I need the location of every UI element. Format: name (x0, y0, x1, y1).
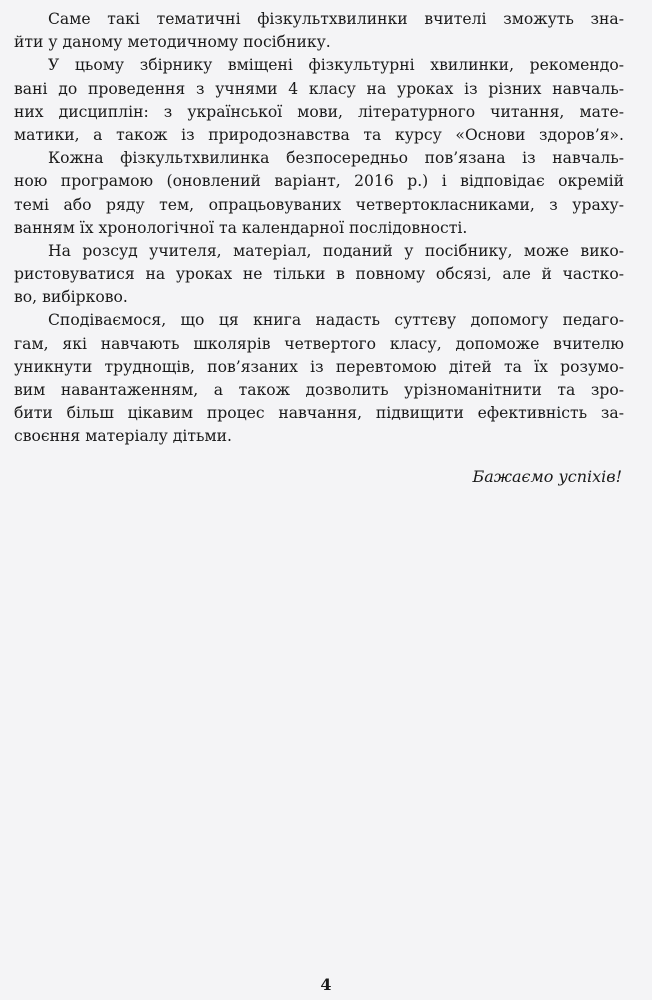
text-line: ристовуватися на уроках не тільки в повному обсязі, але й частко- (14, 265, 624, 284)
text-line: У цьому збірнику вміщені фізкультурні хвилинки, рекомендо- (48, 56, 624, 75)
paragraph (14, 8, 624, 54)
text-line: темі або ряду тем, опрацьовуваних четвертокласниками, з ураху- (14, 195, 624, 214)
paragraph (14, 54, 624, 147)
text-line: уникнути труднощів, пов’язаних із перевтомою дітей та їх розумо- (14, 357, 624, 376)
paragraph (14, 240, 624, 310)
text-line: вані до проведення з учнями 4 класу на уроках із різних навчаль- (14, 79, 624, 98)
text-line: гам, які навчають школярів четвертого класу, допоможе вчителю (14, 334, 624, 353)
text-line: матики, а також із природознавства та курсу «Основи здоров’я». (14, 125, 624, 144)
text-line: ванням їх хронологічної та календарної послідовності. (14, 218, 468, 237)
text-line: ною програмою (оновлений варіант, 2016 р.) і відповідає окремій (14, 172, 624, 191)
paragraph (14, 147, 624, 240)
text-line: Саме такі тематичні фізкультхвилинки вчителі зможуть зна- (48, 10, 624, 28)
paragraph (14, 309, 624, 448)
text-line: На розсуд учителя, матеріал, поданий у посібнику, може вико- (48, 241, 624, 260)
text-line: вим навантаженням, а також дозволить урізноманітнити та зро- (14, 381, 624, 399)
text-line: йти у даному методичному посібнику. (14, 33, 331, 52)
text-line: Кожна фізкультхвилинка безпосередньо пов’язана із навчаль- (48, 149, 624, 168)
page-number: 4 (320, 975, 332, 994)
text-line: своєння матеріалу дітьми. (14, 427, 232, 446)
body-text (14, 8, 624, 449)
text-line: во, вибірково. (14, 288, 128, 307)
text-line: Сподіваємося, що ця книга надасть суттєву допомогу педаго- (48, 311, 624, 330)
closing-wish: Бажаємо успіхів! (472, 467, 622, 486)
text-line: них дисциплін: з української мови, літературного читання, мате- (14, 102, 624, 121)
text-line: бити більш цікавим процес навчання, підвищити ефективність за- (14, 404, 624, 423)
